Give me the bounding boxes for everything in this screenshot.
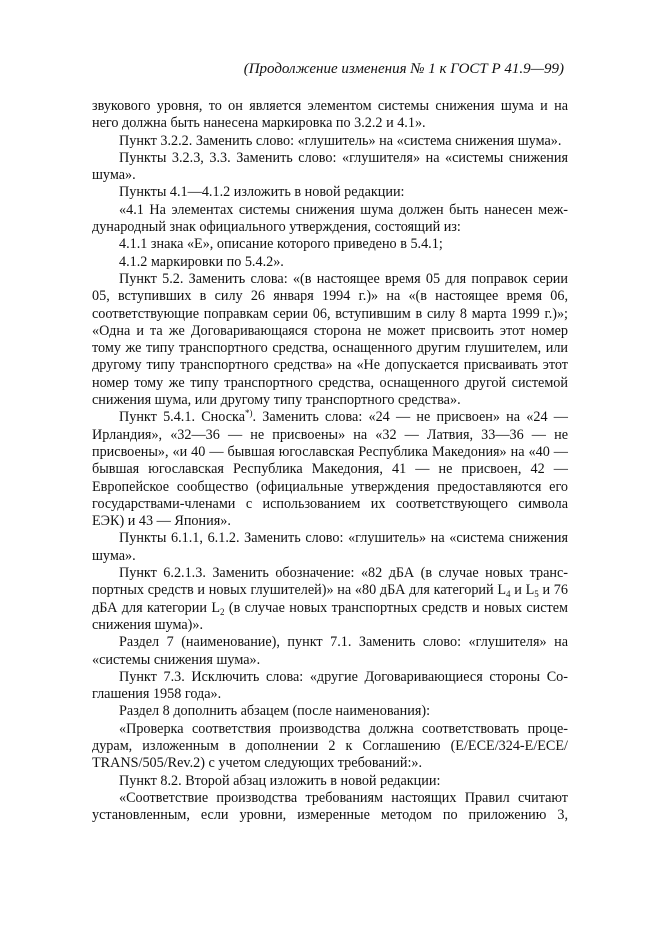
- paragraph: звукового уровня, то он является элементом системы снижения шума и на него должна быть нанесена маркировка по 3.2.2 и 4.1».: [92, 98, 568, 132]
- paragraph: Раздел 7 (наименование), пункт 7.1. Заменить слово: «глушителя» на «системы снижения шума».: [92, 634, 568, 668]
- paragraph: Пункты 4.1—4.1.2 изложить в новой редакции:: [119, 184, 405, 201]
- paragraph: Пункты 6.1.1, 6.1.2. Заменить слово: «глушитель» на «система снижения шума».: [92, 530, 568, 564]
- paragraph: 4.1.2 маркировки по 5.4.2».: [119, 253, 284, 270]
- document-body: [92, 98, 568, 824]
- paragraph: «Проверка соответствия производства должна соответствовать процедурам, изложенным в дополнении 2 к Соглашению (E/ECE/324-E/ECE/ TRANS/505/Rev.2) с учетом следующих требований:».: [92, 720, 568, 772]
- paragraph-text: (в случае новых транспортных средств и новых систем снижения шума)».: [92, 599, 569, 633]
- paragraph-text: . Заменить слова: «24 — не присвоен» на «24 — Ирландия», «32—36 — не присвоены» на «32 — Латвия, 33—36 — не присвоены», «и 40 — бывшая югославская Республика Македония» на «40 — бывшая югославская Республика Македония, 41 — не присвоен, 42 — Европейское сообщество (официальные утверждения предоставляются его государствами-членами с использованием их соответствующего символа ЕЭК) и 43 — Япония».: [92, 409, 568, 530]
- category-subscript: 4: [506, 589, 511, 600]
- paragraph: «Соответствие производства требованиям настоящих Правил считают установленным, если уровни, измеренные методом по приложению 3,: [92, 789, 568, 824]
- paragraph-text: и L: [510, 582, 535, 599]
- category-subscript: 2: [220, 606, 225, 617]
- paragraph: 4.1.1 знака «Е», описание которого приведено в 5.4.1;: [119, 236, 443, 253]
- running-header: (Продолжение изменения № 1 к ГОСТ Р 41.9—99): [243, 61, 564, 77]
- paragraph-text: Пункт 6.2.1.3. Заменить обозначение: «82 дБА (в случае новых транспортных средств и новых глушителей)» на «80 дБА для категорий L: [92, 565, 568, 599]
- paragraph: Пункт 8.2. Второй абзац изложить в новой редакции:: [119, 772, 441, 789]
- category-subscript: 5: [534, 589, 539, 600]
- paragraph: [92, 565, 568, 634]
- paragraph: Пункт 5.2. Заменить слова: «(в настоящее время 05 для поправок серии 05, вступивших в силу 26 января 1994 г.)» на «(в настоящее время 06, соответствующие поправкам серии 06, вступившим в силу 8 марта 1999 г.)»; «Одна и та же Договаривающаяся сторона не может присвоить этот номер тому же типу транспортного средства, оснащенного другим глушителем, или другому типу транспортного средства» на «Не допускается присваивать этот номер тому же типу транспортного средства, оснащенного другой системой снижения шума, или другому типу транспортного средства».: [92, 270, 568, 409]
- paragraph-text: Пункт 5.4.1. Сноска: [119, 409, 245, 426]
- footnote-marker: *): [245, 408, 253, 419]
- paragraph-text: и 76 дБА для категории L: [92, 582, 568, 616]
- paragraph: Пункты 3.2.3, 3.3. Заменить слово: «глушителя» на «системы снижения шума».: [92, 149, 568, 184]
- paragraph: Раздел 8 дополнить абзацем (после наименования):: [119, 703, 431, 720]
- paragraph: Пункт 7.3. Исключить слова: «другие Договаривающиеся стороны Соглашения 1958 года».: [92, 668, 568, 703]
- paragraph: [92, 409, 568, 530]
- paragraph: Пункт 3.2.2. Заменить слово: «глушитель» на «система снижения шума».: [119, 132, 562, 149]
- paragraph: «4.1 На элементах системы снижения шума должен быть нанесен международный знак официального утверждения, состоящий из:: [92, 201, 568, 236]
